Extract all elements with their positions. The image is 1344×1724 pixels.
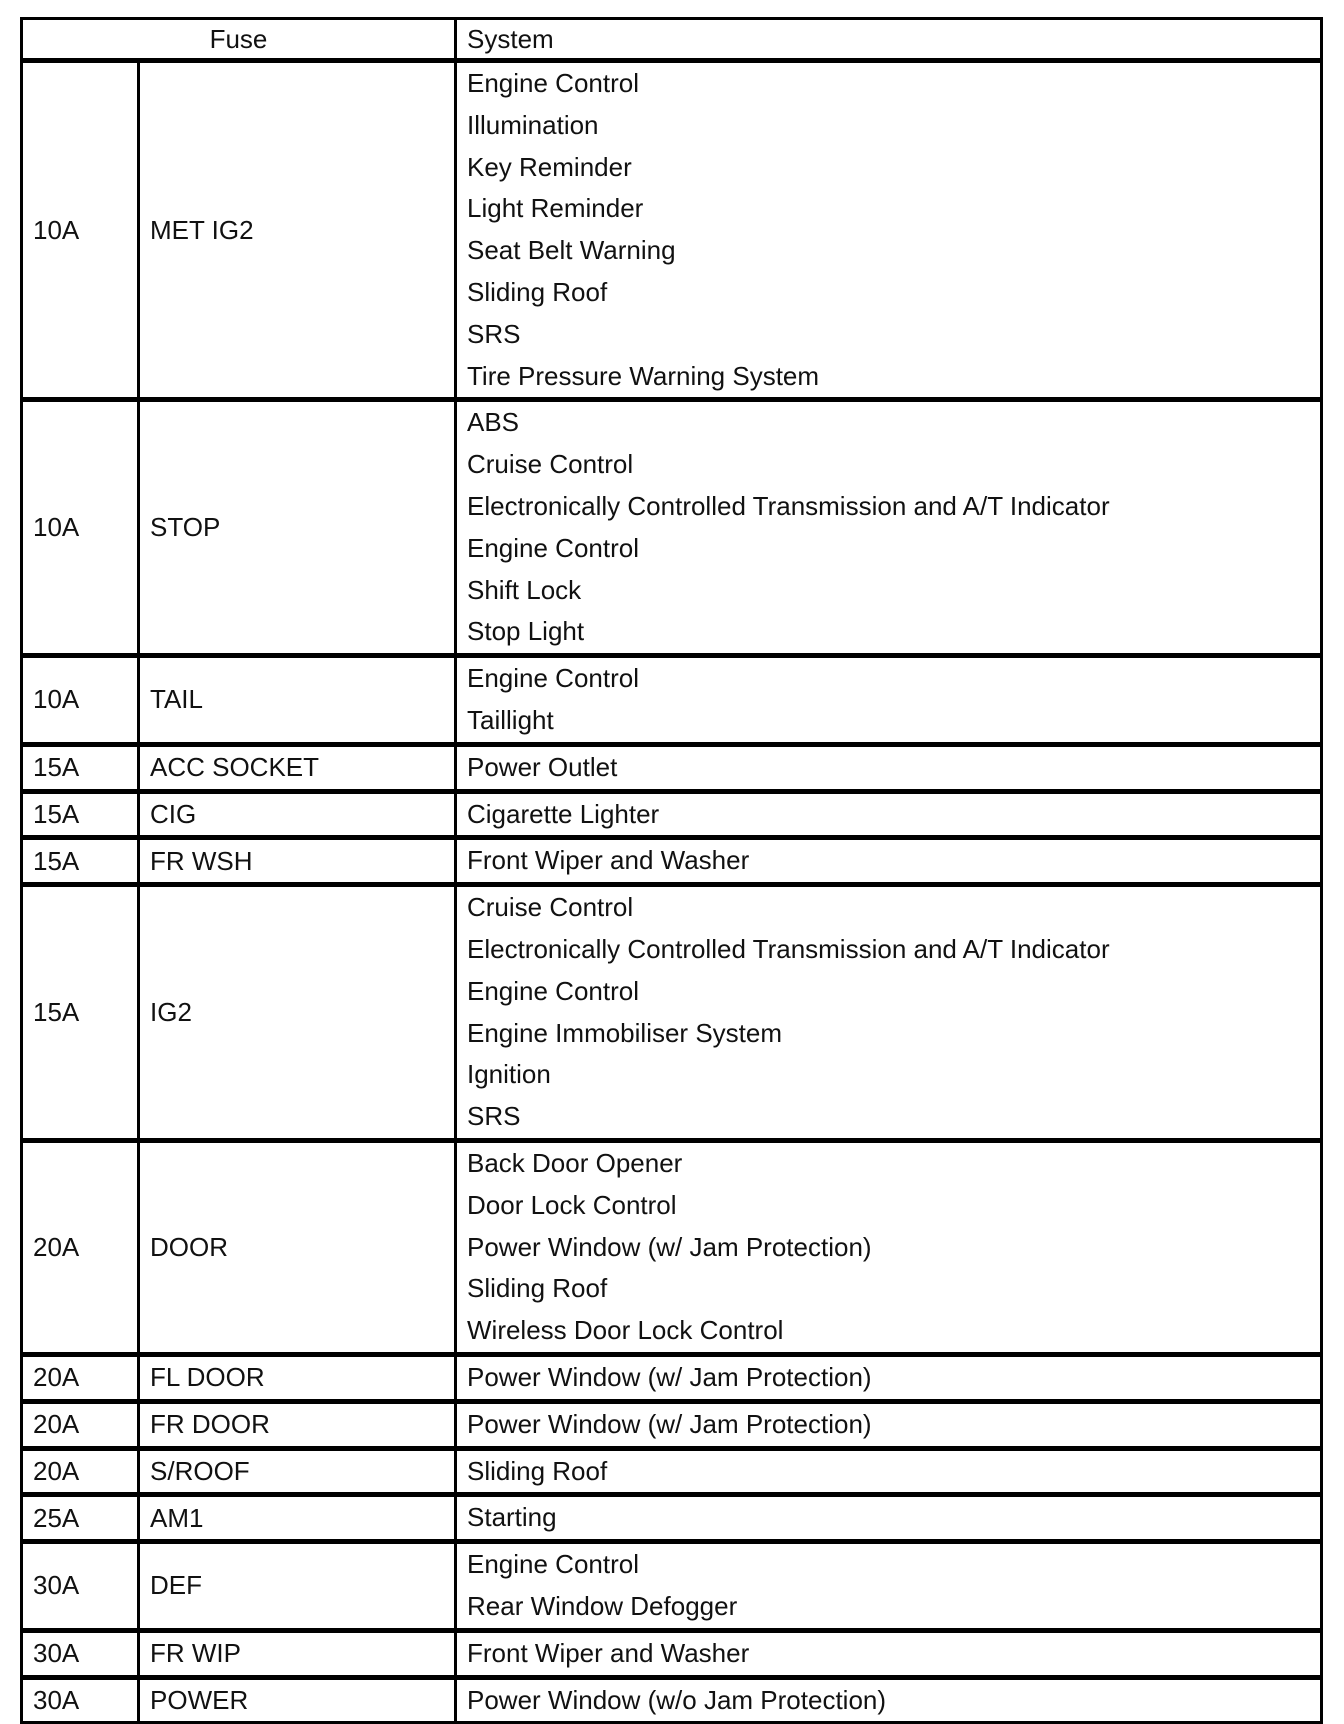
fuse-name: TAIL <box>139 656 456 745</box>
fuse-amperage: 20A <box>22 1448 139 1495</box>
system-item: Shift Lock <box>467 574 582 605</box>
fuse-amperage: 30A <box>22 1542 139 1631</box>
system-item: Engine Control <box>467 68 639 98</box>
fuse-amperage: 20A <box>22 1354 139 1401</box>
system-item: Cruise Control <box>467 892 634 923</box>
fuse-amperage: 10A <box>22 400 139 656</box>
system-item: Power Outlet <box>467 751 618 782</box>
system-item: Power Window (w/ Jam Protection) <box>467 1361 872 1392</box>
system-item: Light Reminder <box>467 193 644 224</box>
system-item: Engine Control <box>467 532 639 563</box>
system-column-header: System <box>456 19 1322 61</box>
fuse-amperage: 10A <box>22 656 139 745</box>
system-item: Cruise Control <box>467 449 634 480</box>
fuse-amperage: 20A <box>22 1140 139 1354</box>
system-list <box>456 1140 1322 1354</box>
table-row <box>22 744 1322 791</box>
fuse-amperage: 25A <box>22 1495 139 1542</box>
system-item: SRS <box>467 318 521 349</box>
fuse-name: FR WSH <box>139 838 456 885</box>
fuse-name: DOOR <box>139 1140 456 1354</box>
system-item: Wireless Door Lock Control <box>467 1315 784 1346</box>
system-item: Starting <box>467 1502 557 1533</box>
table-row <box>22 1630 1322 1677</box>
system-list <box>456 791 1322 838</box>
system-list <box>456 1677 1322 1723</box>
system-item: Engine Immobiliser System <box>467 1017 782 1048</box>
table-row <box>22 656 1322 745</box>
system-list <box>456 1495 1322 1542</box>
fuse-name: STOP <box>139 400 456 656</box>
system-item: Power Window (w/ Jam Protection) <box>467 1408 872 1439</box>
table-row <box>22 61 1322 400</box>
system-list <box>456 838 1322 885</box>
fuse-name: POWER <box>139 1677 456 1723</box>
system-list <box>456 744 1322 791</box>
system-item: Electronically Controlled Transmission and A/T Indicator <box>467 490 1110 521</box>
system-item: Engine Control <box>467 1549 639 1580</box>
system-item: Rear Window Defogger <box>467 1590 738 1621</box>
table-row <box>22 838 1322 885</box>
system-item: Tire Pressure Warning System <box>467 360 820 391</box>
table-row <box>22 1677 1322 1723</box>
fuse-name: S/ROOF <box>139 1448 456 1495</box>
fuse-name: FR WIP <box>139 1630 456 1677</box>
fuse-amperage: 15A <box>22 838 139 885</box>
system-list <box>456 1401 1322 1448</box>
system-item: Sliding Roof <box>467 276 608 307</box>
system-item: Power Window (w/ Jam Protection) <box>467 1231 872 1262</box>
system-item: SRS <box>467 1101 521 1132</box>
fuse-name: MET IG2 <box>139 61 456 400</box>
system-item: Front Wiper and Washer <box>467 1637 750 1668</box>
fuse-amperage: 30A <box>22 1677 139 1723</box>
table-row <box>22 1542 1322 1631</box>
fuse-name: FR DOOR <box>139 1401 456 1448</box>
system-item: Electronically Controlled Transmission and A/T Indicator <box>467 933 1110 964</box>
system-list <box>456 885 1322 1141</box>
table-row <box>22 885 1322 1141</box>
fuse-name: ACC SOCKET <box>139 744 456 791</box>
system-list <box>456 1354 1322 1401</box>
table-row <box>22 791 1322 838</box>
fuse-amperage: 20A <box>22 1401 139 1448</box>
system-item: Stop Light <box>467 616 585 647</box>
system-item: Illumination <box>467 109 599 140</box>
fuse-name: FL DOOR <box>139 1354 456 1401</box>
system-item: Door Lock Control <box>467 1189 677 1220</box>
table-row <box>22 1354 1322 1401</box>
system-list <box>456 400 1322 656</box>
system-item: ABS <box>467 407 520 438</box>
fuse-table <box>20 17 1323 1724</box>
system-item: Sliding Roof <box>467 1455 608 1486</box>
table-row <box>22 1140 1322 1354</box>
system-item: Key Reminder <box>467 151 632 182</box>
table-row <box>22 1401 1322 1448</box>
system-item: Sliding Roof <box>467 1273 608 1304</box>
system-item: Engine Control <box>467 975 639 1006</box>
header-row <box>22 19 1322 61</box>
system-item: Power Window (w/o Jam Protection) <box>467 1684 887 1715</box>
system-item: Seat Belt Warning <box>467 235 676 266</box>
table-row <box>22 1495 1322 1542</box>
fuse-name: IG2 <box>139 885 456 1141</box>
fuse-amperage: 15A <box>22 885 139 1141</box>
fuse-column-header: Fuse <box>22 19 456 61</box>
fuse-name: CIG <box>139 791 456 838</box>
system-list <box>456 1448 1322 1495</box>
fuse-amperage: 30A <box>22 1630 139 1677</box>
table-row <box>22 400 1322 656</box>
fuse-amperage: 10A <box>22 61 139 400</box>
system-item: Ignition <box>467 1059 551 1090</box>
system-list <box>456 61 1322 400</box>
system-list <box>456 1542 1322 1631</box>
fuse-name: AM1 <box>139 1495 456 1542</box>
fuse-table-body <box>22 61 1322 1723</box>
system-item: Cigarette Lighter <box>467 798 660 829</box>
system-item: Engine Control <box>467 663 639 694</box>
fuse-amperage: 15A <box>22 744 139 791</box>
system-item: Taillight <box>467 704 554 735</box>
table-row <box>22 1448 1322 1495</box>
system-item: Back Door Opener <box>467 1147 683 1178</box>
system-list <box>456 656 1322 745</box>
system-item: Front Wiper and Washer <box>467 845 750 876</box>
system-list <box>456 1630 1322 1677</box>
fuse-amperage: 15A <box>22 791 139 838</box>
fuse-name: DEF <box>139 1542 456 1631</box>
